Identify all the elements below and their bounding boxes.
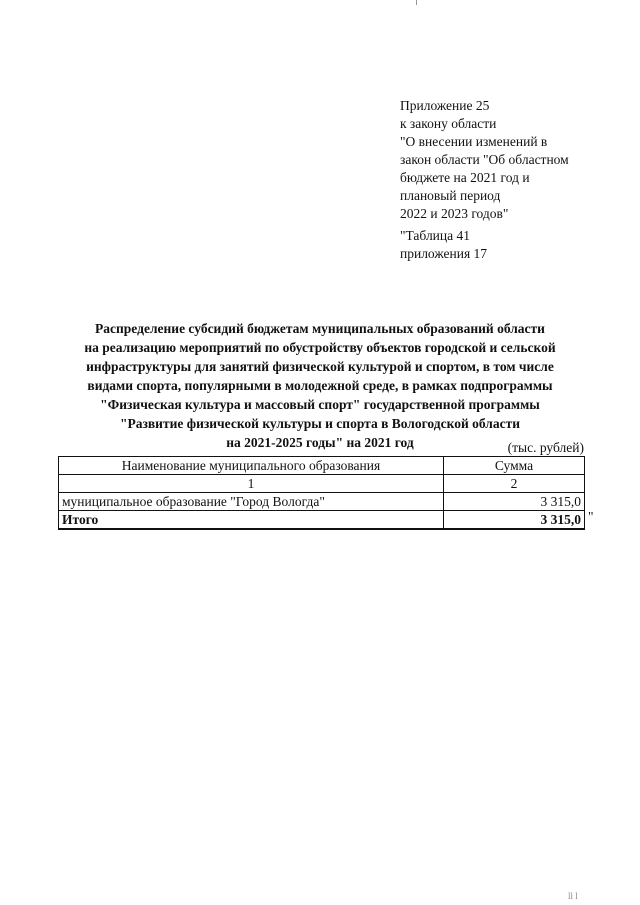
subsidy-table [58,456,585,530]
appendix-line: Приложение 25 [400,98,490,113]
amount-cell: 3 315,0 [444,493,585,511]
total-row [59,511,585,530]
title-line: на реализацию мероприятий по обустройству объектов городской и сельской [84,340,556,355]
scan-footer-mark: ll l [568,891,578,901]
title-line: на 2021-2025 годы" на 2021 год [226,435,414,450]
title-line: видами спорта, популярными в молодежной среде, в рамках подпрограммы [87,378,553,393]
municipality-name-cell: муниципальное образование "Город Вологда" [59,493,444,511]
document-title [40,319,600,452]
total-amount-cell: 3 315,0 [444,511,585,530]
title-line: Распределение субсидий бюджетам муниципальных образований области [95,321,545,336]
appendix-header [400,97,600,263]
closing-quote: " [588,509,594,524]
appendix-line: бюджете на 2021 год и [400,170,530,185]
appendix-line: приложения 17 [400,246,488,261]
appendix-line: 2022 и 2023 годов" [400,206,509,221]
appendix-line: закон области "Об областном [400,152,569,167]
table-row [59,493,585,511]
column-header-name: Наименование муниципального образования [59,457,444,475]
title-line: "Развитие физической культуры и спорта в Вологодской области [119,416,521,431]
units-label: (тыс. рублей) [507,440,584,455]
total-label-cell: Итого [59,511,444,530]
table-header-row [59,457,585,475]
column-header-amount: Сумма [444,457,585,475]
title-line: "Физическая культура и массовый спорт" государственной программы [100,397,540,412]
appendix-line: "Таблица 41 [400,228,470,243]
appendix-line: "О внесении изменений в [400,134,548,149]
table-number-row [59,475,585,493]
appendix-line: плановый период [400,188,501,203]
column-number: 2 [444,475,585,493]
title-line: инфраструктуры для занятий физической культурой и спортом, в том числе [86,359,554,374]
appendix-line: к закону области [400,116,497,131]
column-number: 1 [59,475,444,493]
scan-mark-top [416,0,417,5]
